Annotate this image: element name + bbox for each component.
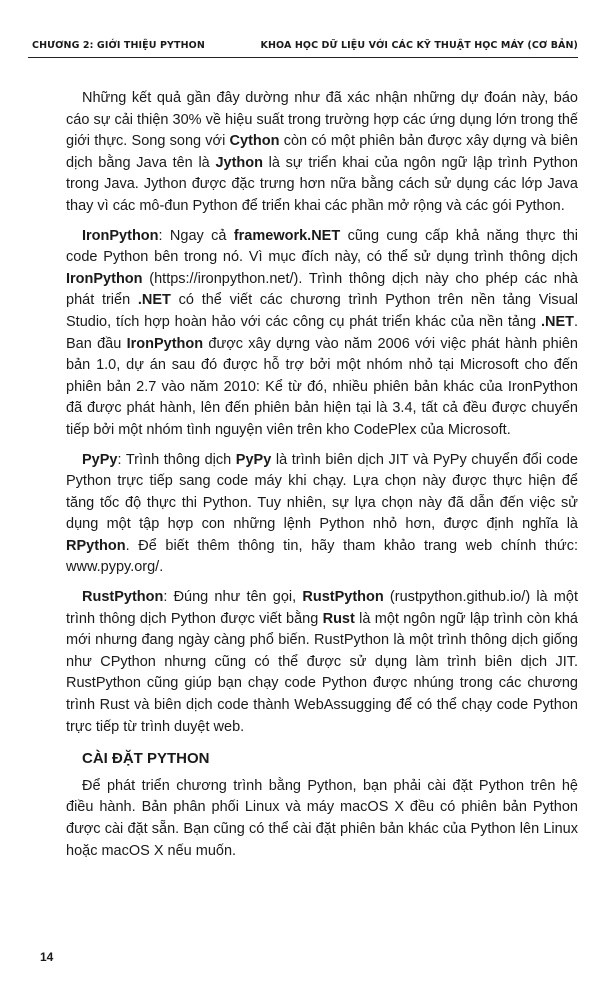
bold-term: .NET: [137, 292, 171, 309]
text-run: là sự triển khai của ngôn ngữ lập trình Python trong Java. Jython được đặc trưng hơn nữa bằng cách sử dụng các lớp Java thay vì các mô-đun Python để triển khai các phần mở rộng và các gói Python.: [66, 154, 578, 214]
bold-term: PyPy: [235, 451, 272, 468]
text-run: còn có một phiên bản được xây dựng và biên dịch bằng Java tên là: [66, 133, 579, 171]
bold-term: RustPython: [302, 589, 384, 606]
text-run: được xây dựng vào năm 2006 với việc phát hành phiên bản 1.0, dự án sau đó được hỗ trợ bởi một nhóm nhỏ tại Microsoft cho đến phiên bản 2.7 vào năm 2010: Kể từ đó, nhiều phiên bản khác của IronPython đã được phát hành, lên đến phiên bản hiện tại là 3.4, tất cả đều được chuyển tiếp bởi một nhóm tình nguyện viên trên kho CodePlex của Microsoft.: [66, 335, 578, 438]
header-rule: [28, 57, 578, 58]
bold-term: IronPython: [66, 270, 143, 287]
body-text: [66, 88, 578, 870]
bold-term: PyPy: [82, 451, 118, 468]
bold-term: IronPython: [82, 227, 159, 244]
text-run: (rustpython.github.io/) là một trình thông dịch Python được viết bằng: [66, 589, 578, 627]
text-run: : Đúng như tên gọi,: [163, 589, 303, 606]
book-title: KHOA HỌC DỮ LIỆU VỚI CÁC KỸ THUẬT HỌC MÁY (CƠ BẢN): [260, 40, 578, 51]
bold-term: Jython: [215, 154, 263, 171]
text-run: là một ngôn ngữ lập trình còn khá mới nhưng đang ngày càng phổ biến. RustPython là một trình thông dịch giống như CPython nhưng cũng có thể được sử dụng làm trình biên dịch JIT. RustPython cũng giúp bạn chạy code Python được nhúng trong các chương trình Rust và biên dịch code thành WebAssugging để có thể chạy code Python trực tiếp từ trình duyệt web.: [66, 610, 579, 735]
bold-term: framework.NET: [233, 227, 341, 244]
text-run: là trình biên dịch JIT và PyPy chuyển đổi code Python trực tiếp sang code máy khi chạy. Lựa chọn này được thực hiện để tăng tốc độ thực thi Python. Tuy nhiên, sự lựa chọn này đã dẫn đến việc sử dụng một tập hợp con những lệnh Python nhỏ hơn, được định nghĩa là: [66, 451, 578, 533]
bold-term: RustPython: [82, 589, 164, 606]
paragraph-ironpython: [66, 226, 578, 442]
section-heading: CÀI ĐẶT PYTHON: [82, 750, 210, 768]
bold-term: Rust: [322, 610, 355, 627]
text-run: có thể viết các chương trình Python trên nền tảng Visual Studio, tích hợp hoàn hảo với các công cụ phát triển khác của nền tảng: [66, 292, 578, 330]
running-header: [32, 40, 578, 51]
text-run: . Ban đầu: [66, 313, 578, 352]
paragraph-jython: [66, 88, 578, 218]
text-run: . Để biết thêm thông tin, hãy tham khảo trang web chính thức: www.pypy.org/.: [66, 537, 578, 576]
paragraph-pypy: [66, 450, 578, 580]
text-run: (https://ironpython.net/). Trình thông dịch này cho phép các nhà phát triển: [66, 270, 578, 309]
text-run: Những kết quả gần đây dường như đã xác nhận những dự đoán này, báo cáo sự cải thiện 30% về hiệu suất trong trường hợp các ứng dụng lớn trong thế giới thực. Song song với: [66, 90, 578, 150]
chapter-title: CHƯƠNG 2: GIỚI THIỆU PYTHON: [32, 40, 205, 51]
page-number: 14: [40, 950, 54, 964]
bold-term: Cython: [229, 133, 280, 150]
bold-term: .NET: [540, 313, 574, 330]
text-run: : Trình thông dịch: [117, 451, 236, 468]
bold-term: RPython: [66, 537, 126, 554]
paragraph-rustpython: [66, 587, 578, 738]
text-run: cũng cung cấp khả năng thực thi code Python bên trong nó. Vì mục đích này, có thể sử dụng trình thông dịch: [66, 227, 579, 266]
paragraph-install: Để phát triển chương trình bằng Python, bạn phải cài đặt Python trên hệ điều hành. Bản phân phối Linux và máy macOS X đều có phiên bản Python được cài đặt sẵn. Bạn cũng có thể cài đặt phiên bản khác của Python lên Linux hoặc macOS X nếu muốn.: [66, 777, 578, 859]
bold-term: IronPython: [126, 335, 204, 352]
text-run: : Ngay cả: [158, 227, 234, 244]
